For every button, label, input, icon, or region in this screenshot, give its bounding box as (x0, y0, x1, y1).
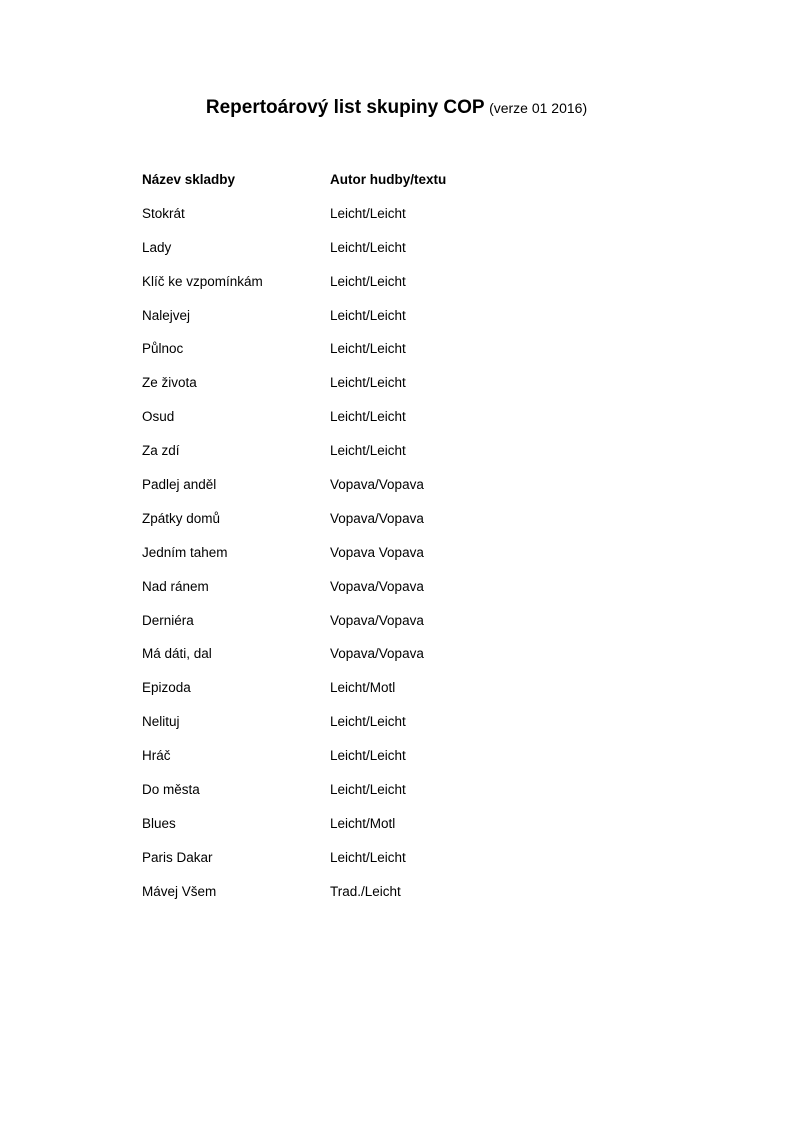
song-author-cell: Trad./Leicht (330, 883, 401, 899)
song-title-cell: Nalejvej (142, 307, 191, 323)
page-title: Repertoárový list skupiny COP (205, 97, 485, 118)
song-title-cell: Paris Dakar (142, 849, 213, 865)
table-row (142, 882, 562, 916)
song-title-cell: Padlej anděl (142, 477, 217, 493)
song-author-cell: Leicht/Leicht (330, 782, 406, 798)
table-row (142, 272, 562, 306)
table-row (142, 475, 562, 509)
table-row (142, 441, 562, 475)
song-title-cell: Mávej Všem (142, 883, 217, 899)
repertoire-table (142, 170, 562, 916)
table-row (142, 204, 562, 238)
song-title-cell: Má dáti, dal (142, 646, 212, 662)
song-author-cell: Leicht/Leicht (330, 239, 406, 255)
song-title-cell: Za zdí (142, 443, 180, 459)
song-title-cell: Blues (142, 815, 176, 831)
song-author-cell: Leicht/Motl (330, 815, 396, 831)
song-author-cell: Vopava Vopava (330, 544, 424, 560)
song-title-cell: Osud (142, 409, 175, 425)
table-row (142, 509, 562, 543)
song-title-cell: Stokrát (142, 205, 185, 221)
table-row (142, 644, 562, 678)
song-title-cell: Derniéra (142, 612, 194, 628)
song-title-cell: Jedním tahem (142, 544, 228, 560)
song-author-cell: Leicht/Leicht (330, 273, 406, 289)
song-author-cell: Leicht/Leicht (330, 375, 406, 391)
song-title-cell: Nelituj (142, 714, 180, 730)
song-author-cell: Vopava/Vopava (330, 612, 424, 628)
table-row (142, 678, 562, 712)
table-row (142, 814, 562, 848)
song-title-cell: Ze života (142, 375, 197, 391)
table-row (142, 543, 562, 577)
song-author-cell: Vopava/Vopava (330, 578, 424, 594)
song-author-cell: Leicht/Leicht (330, 307, 406, 323)
song-title-cell: Do města (142, 782, 200, 798)
table-body (142, 204, 562, 916)
song-author-cell: Vopava/Vopava (330, 510, 424, 526)
table-row (142, 848, 562, 882)
table-row (142, 611, 562, 645)
song-author-cell: Leicht/Leicht (330, 341, 406, 357)
song-author-cell: Vopava/Vopava (330, 477, 424, 493)
song-title-cell: Půlnoc (142, 341, 184, 357)
column-header-song-title: Název skladby (142, 172, 236, 187)
song-author-cell: Leicht/Motl (330, 680, 396, 696)
table-row (142, 306, 562, 340)
song-author-cell: Leicht/Leicht (330, 714, 406, 730)
version-note: (verze 01 2016) (489, 100, 588, 116)
table-row (142, 339, 562, 373)
song-author-cell: Leicht/Leicht (330, 205, 406, 221)
table-row (142, 577, 562, 611)
column-header-author: Autor hudby/textu (330, 172, 447, 187)
song-title-cell: Epizoda (142, 680, 191, 696)
song-author-cell: Leicht/Leicht (330, 409, 406, 425)
song-title-cell: Klíč ke vzpomínkám (142, 273, 263, 289)
document-title (0, 95, 793, 122)
song-author-cell: Leicht/Leicht (330, 849, 406, 865)
table-header-row (142, 170, 562, 204)
song-title-cell: Lady (142, 239, 172, 255)
song-author-cell: Leicht/Leicht (330, 748, 406, 764)
table-row (142, 407, 562, 441)
table-row (142, 780, 562, 814)
song-title-cell: Hráč (142, 748, 171, 764)
song-author-cell: Vopava/Vopava (330, 646, 424, 662)
table-row (142, 712, 562, 746)
song-title-cell: Nad ránem (142, 578, 209, 594)
table-row (142, 746, 562, 780)
song-title-cell: Zpátky domů (142, 510, 221, 526)
table-row (142, 238, 562, 272)
table-row (142, 373, 562, 407)
song-author-cell: Leicht/Leicht (330, 443, 406, 459)
